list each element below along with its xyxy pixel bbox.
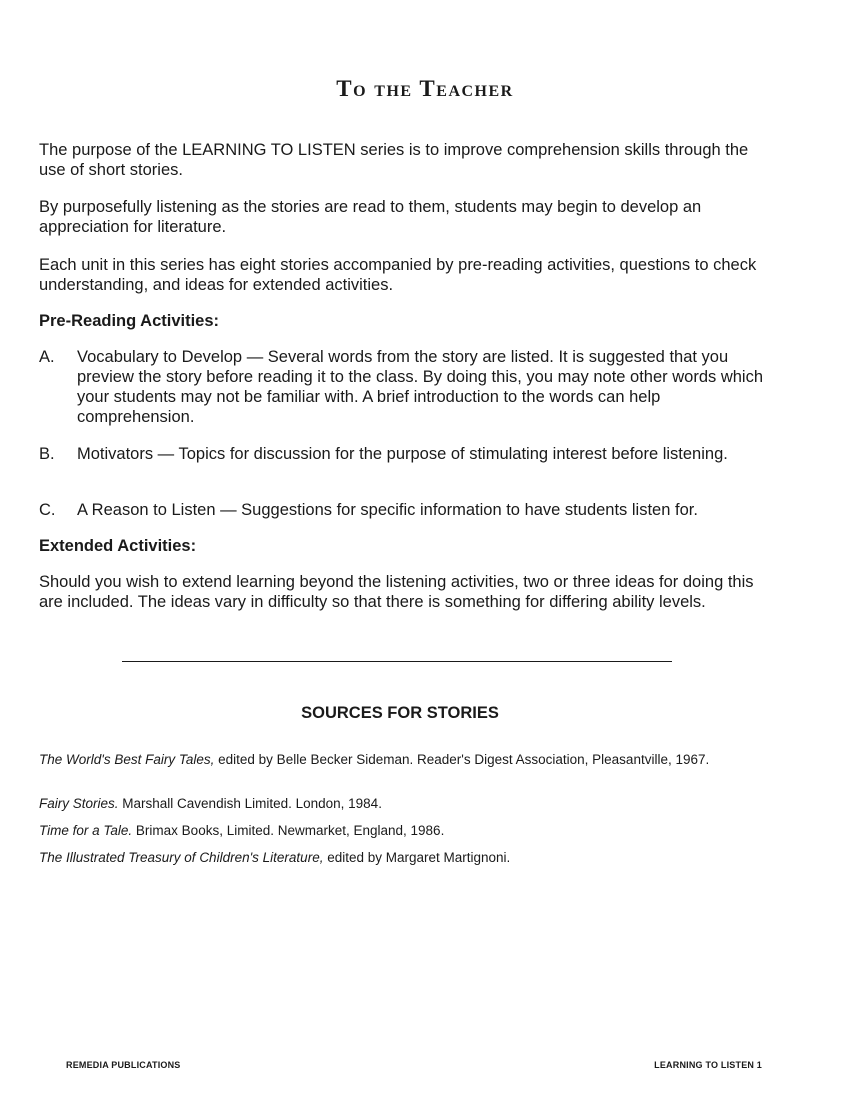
item-text: Motivators — Topics for discussion for the purpose of stimulating interest before listening. [77, 445, 728, 463]
source-details: edited by Belle Becker Sideman. Reader's Digest Association, Pleasantville, 1967. [214, 752, 710, 767]
source-details: Brimax Books, Limited. Newmarket, England, 1986. [132, 823, 445, 838]
source-title: Time for a Tale. [39, 823, 133, 838]
sources-title: SOURCES FOR STORIES [301, 704, 499, 722]
item-letter: C. [39, 501, 56, 519]
intro-paragraph-units: Each unit in this series has eight stories accompanied by pre-reading activities, questions to check understanding, and ideas for extended activities. [39, 256, 757, 294]
footer-publisher: REMEDIA PUBLICATIONS [66, 1060, 181, 1070]
source-entry [39, 849, 763, 866]
pre-reading-item-a [39, 347, 763, 427]
extended-activities-text: Should you wish to extend learning beyond the listening activities, two or three ideas for doing this are included. The ideas vary in difficulty so that there is something for differing ability levels. [39, 573, 754, 611]
item-text: A Reason to Listen — Suggestions for specific information to have students listen for. [77, 501, 698, 519]
source-title: The World's Best Fairy Tales, [39, 752, 215, 767]
source-entry [39, 751, 763, 768]
source-entry [39, 822, 763, 839]
section-divider [122, 661, 672, 662]
source-title: Fairy Stories. [39, 796, 119, 811]
item-letter: A. [39, 348, 55, 366]
item-text: Vocabulary to Develop — Several words from the story are listed. It is suggested that you preview the story before reading it to the class. By doing this, you may note other words which your students may not be familiar with. A brief introduction to the words can help comprehension. [77, 348, 764, 426]
pre-reading-heading: Pre-Reading Activities: [39, 312, 220, 330]
intro-paragraph-appreciation: By purposefully listening as the stories are read to them, students may begin to develop an appreciation for literature. [39, 198, 702, 236]
source-details: Marshall Cavendish Limited. London, 1984. [118, 796, 382, 811]
footer-series-page: LEARNING TO LISTEN 1 [654, 1060, 762, 1070]
source-title: The Illustrated Treasury of Children's Literature, [39, 850, 324, 865]
source-details: edited by Margaret Martignoni. [323, 850, 511, 865]
source-entry [39, 795, 763, 812]
extended-activities-heading: Extended Activities: [39, 537, 197, 555]
pre-reading-item-b [39, 444, 763, 464]
page-title: To the Teacher [336, 76, 514, 101]
pre-reading-item-c [39, 500, 763, 520]
intro-paragraph-purpose: The purpose of the LEARNING TO LISTEN series is to improve comprehension skills through the use of short stories. [39, 141, 749, 179]
item-letter: B. [39, 445, 55, 463]
